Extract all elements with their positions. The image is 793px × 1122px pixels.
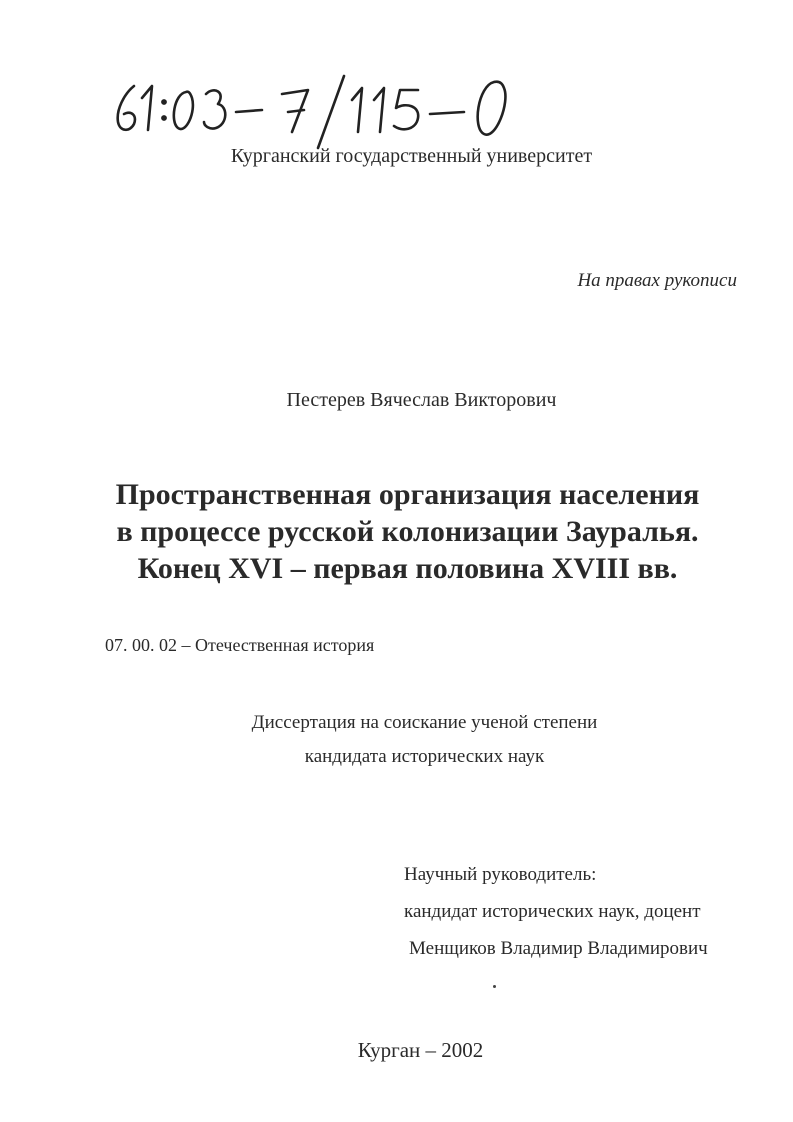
title-line-2: в процессе русской колонизации Зауралья. [116, 515, 699, 548]
author-name: Пестерев Вячеслав Викторович [286, 389, 557, 411]
supervisor-rank: кандидат исторических наук, доцент [404, 901, 701, 922]
degree-statement [0, 706, 793, 774]
title-line-1: Пространственная организация населения [115, 478, 700, 511]
handwritten-catalog-code-drawing [112, 72, 552, 152]
scan-speck [493, 985, 496, 988]
supervisor-label: Научный руководитель: [404, 864, 597, 885]
dissertation-title [0, 476, 793, 587]
handwritten-catalog-code [112, 72, 552, 152]
supervisor-name: Менщиков Владимир Владимирович [409, 938, 708, 959]
degree-line-2: кандидата исторических наук [304, 746, 545, 767]
degree-line-1: Диссертация на соискание ученой степени [251, 712, 598, 733]
supervisor-block [404, 856, 708, 967]
title-line-3: Конец XVI – первая половина XVIII вв. [137, 552, 678, 585]
manuscript-rights-note: На правах рукописи [577, 270, 737, 291]
specialty-code: 07. 00. 02 – Отечественная история [105, 635, 375, 655]
university-name: Курганский государственный университет [230, 145, 593, 167]
city-year: Курган – 2002 [357, 1038, 484, 1062]
